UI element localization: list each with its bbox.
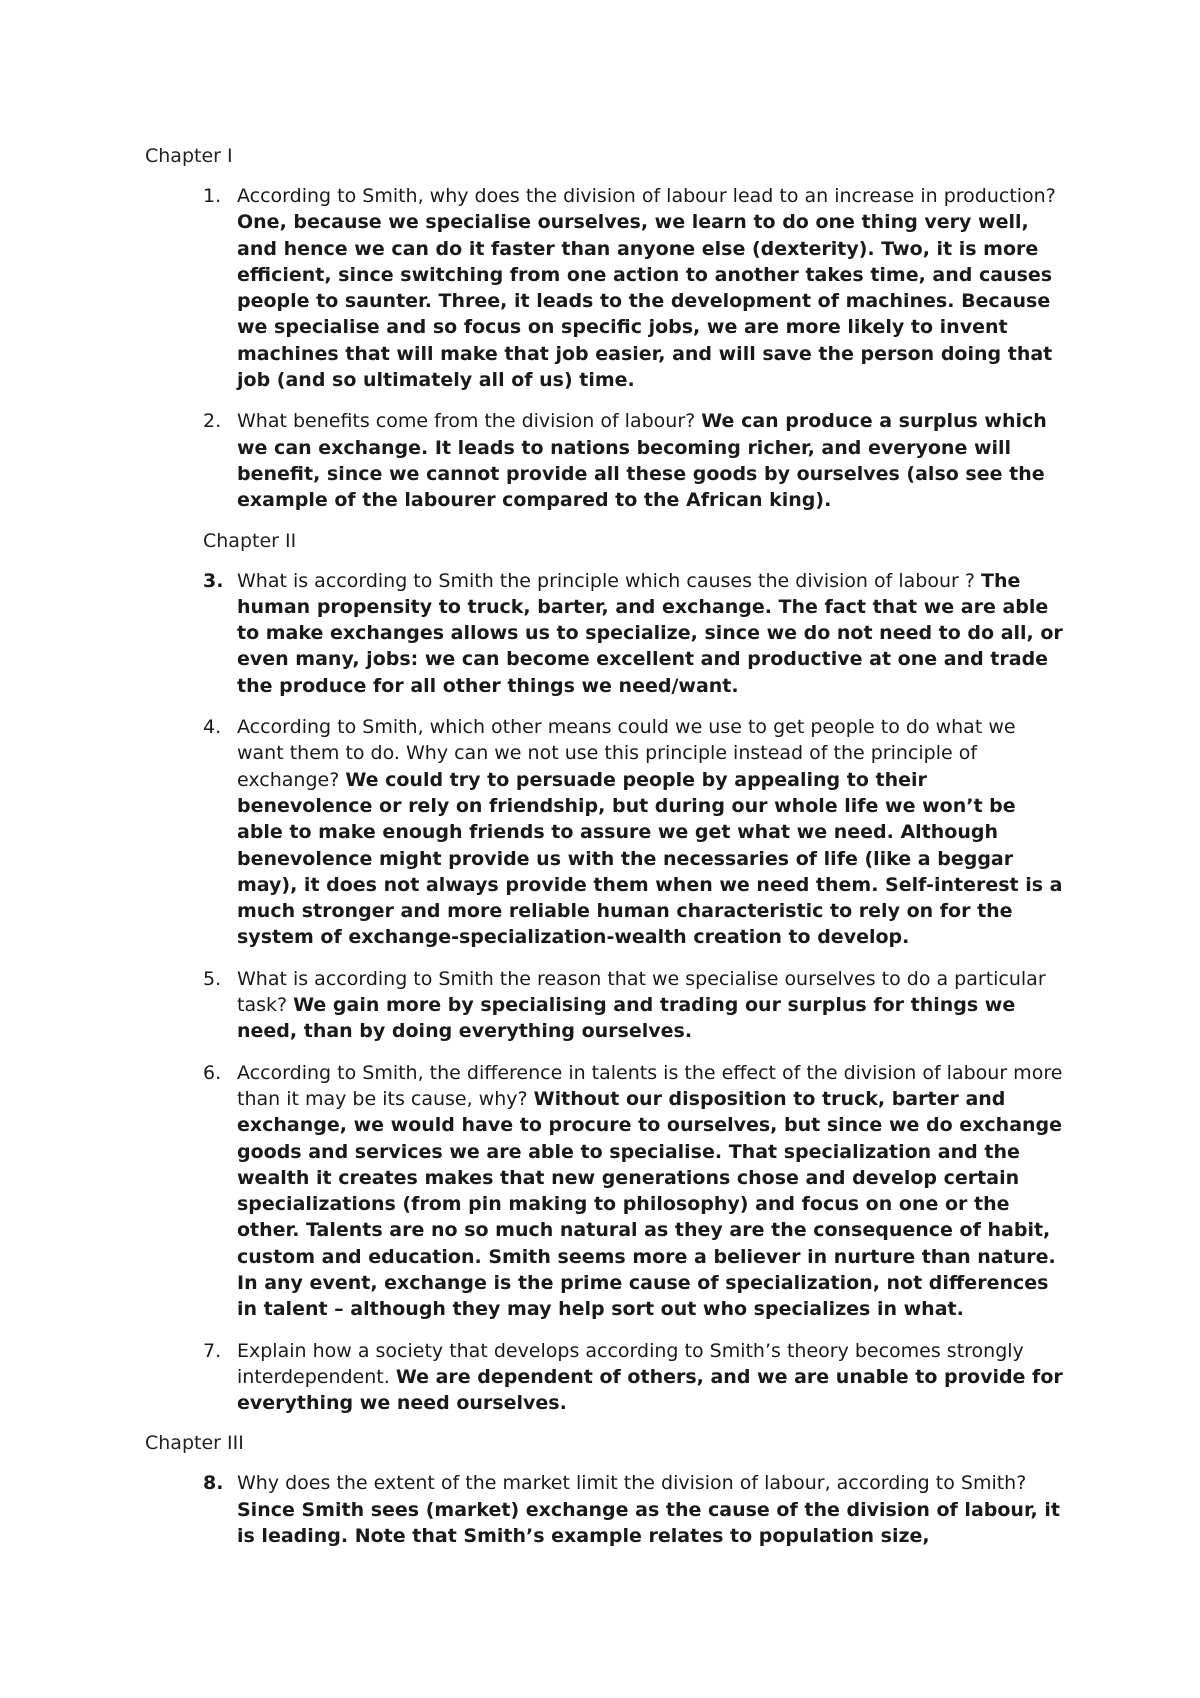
- question-number: 1.: [203, 185, 222, 207]
- answer-text: Without our disposition to truck, barter and exchange, we would have to procure to ourselves, but since we do exchange goods and services we are able to specialise. That specialization and the wealth it creates makes that new generations chose and develop certain specializations (from pin making to philosophy) and focus on one or the other. Talents are no so much natural as they are the consequence of habit, custom and education. Smith seems more a believer in nurture than nature. In any event, exchange is the prime cause of specialization, not differences in talent – although they may help sort out who specializes in what.: [237, 1087, 1063, 1321]
- question-item: [145, 408, 1065, 513]
- question-text: Why does the extent of the market limit the division of labour, according to Smith?: [237, 1472, 1027, 1495]
- question-list: [145, 1470, 1065, 1549]
- question-text: What benefits come from the division of labour?: [237, 410, 696, 433]
- answer-text: One, because we specialise ourselves, we learn to do one thing very well, and hence we can do it faster than anyone else (dexterity). Two, it is more efficient, since switching from one action to another takes time, and causes people to saunter. Three, it leads to the development of machines. Because we specialise and so focus on specific jobs, we are more likely to invent machines that will make that job easier, and will save the person doing that job (and so ultimately all of us) time.: [237, 211, 1053, 392]
- question-item: [145, 1060, 1065, 1323]
- question-number: 6.: [203, 1061, 222, 1084]
- answer-text: We are dependent of others, and we are unable to provide for everything we need ourselves.: [237, 1365, 1063, 1415]
- question-text: What is according to Smith the principle which causes the division of labour ?: [237, 569, 975, 592]
- question-item: [145, 568, 1065, 699]
- document-content: [145, 143, 1065, 1549]
- answer-text: The human propensity to truck, barter, and exchange. The fact that we are able to make exchanges allows us to specialize, since we do not need to do all, or even many, jobs: we can become excellent and productive at one and trade the produce for all other things we need/want.: [237, 569, 1063, 697]
- question-item: [145, 966, 1065, 1045]
- question-list: [145, 183, 1065, 514]
- question-item: [145, 183, 1065, 393]
- question-item: [145, 714, 1065, 951]
- chapter-heading: Chapter II: [203, 529, 297, 552]
- question-list: [145, 568, 1065, 1417]
- question-text: According to Smith, why does the division of labour lead to an increase in production?: [237, 185, 1056, 207]
- answer-text: We gain more by specialising and trading our surplus for things we need, than by doing everything ourselves.: [237, 994, 1016, 1043]
- question-number: 4.: [203, 716, 222, 739]
- question-number: 8.: [203, 1472, 224, 1495]
- question-text: What is according to Smith the reason that we specialise ourselves to do a particular task?: [237, 967, 1046, 1017]
- question-number: 7.: [203, 1339, 222, 1362]
- question-text: Explain how a society that develops according to Smith’s theory becomes strongly interdependent.: [237, 1339, 1024, 1388]
- question-number: 3.: [203, 569, 224, 592]
- answer-text: We could try to persuade people by appealing to their benevolence or rely on friendship, but during our whole life we won’t be able to make enough friends to assure we get what we need. Although benevolence might provide us with the necessaries of life (like a beggar may), it does not always provide them when we need them. Self-interest is a much stronger and more reliable human characteristic to rely on for the system of exchange-specialization-wealth creation to develop.: [237, 768, 1063, 949]
- question-item: [145, 1470, 1065, 1549]
- chapter-heading: Chapter III: [145, 1432, 244, 1455]
- answer-text: We can produce a surplus which we can exchange. It leads to nations becoming richer, and everyone will benefit, since we cannot provide all these goods by ourselves (also see the example of the labourer compared to the African king).: [237, 410, 1047, 512]
- answer-text: Since Smith sees (market) exchange as the cause of the division of labour, it is leading. Note that Smith’s example relates to population size,: [237, 1498, 1060, 1548]
- chapter-heading: Chapter I: [145, 145, 233, 167]
- question-number: 2.: [203, 410, 222, 433]
- question-text: According to Smith, the difference in talents is the effect of the division of labour more than it may be its cause, why?: [237, 1061, 1063, 1110]
- question-item: [145, 1338, 1065, 1417]
- question-number: 5.: [203, 967, 222, 990]
- question-text: According to Smith, which other means could we use to get people to do what we want them to do. Why can we not use this principle instead of the principle of exchange?: [237, 716, 1016, 791]
